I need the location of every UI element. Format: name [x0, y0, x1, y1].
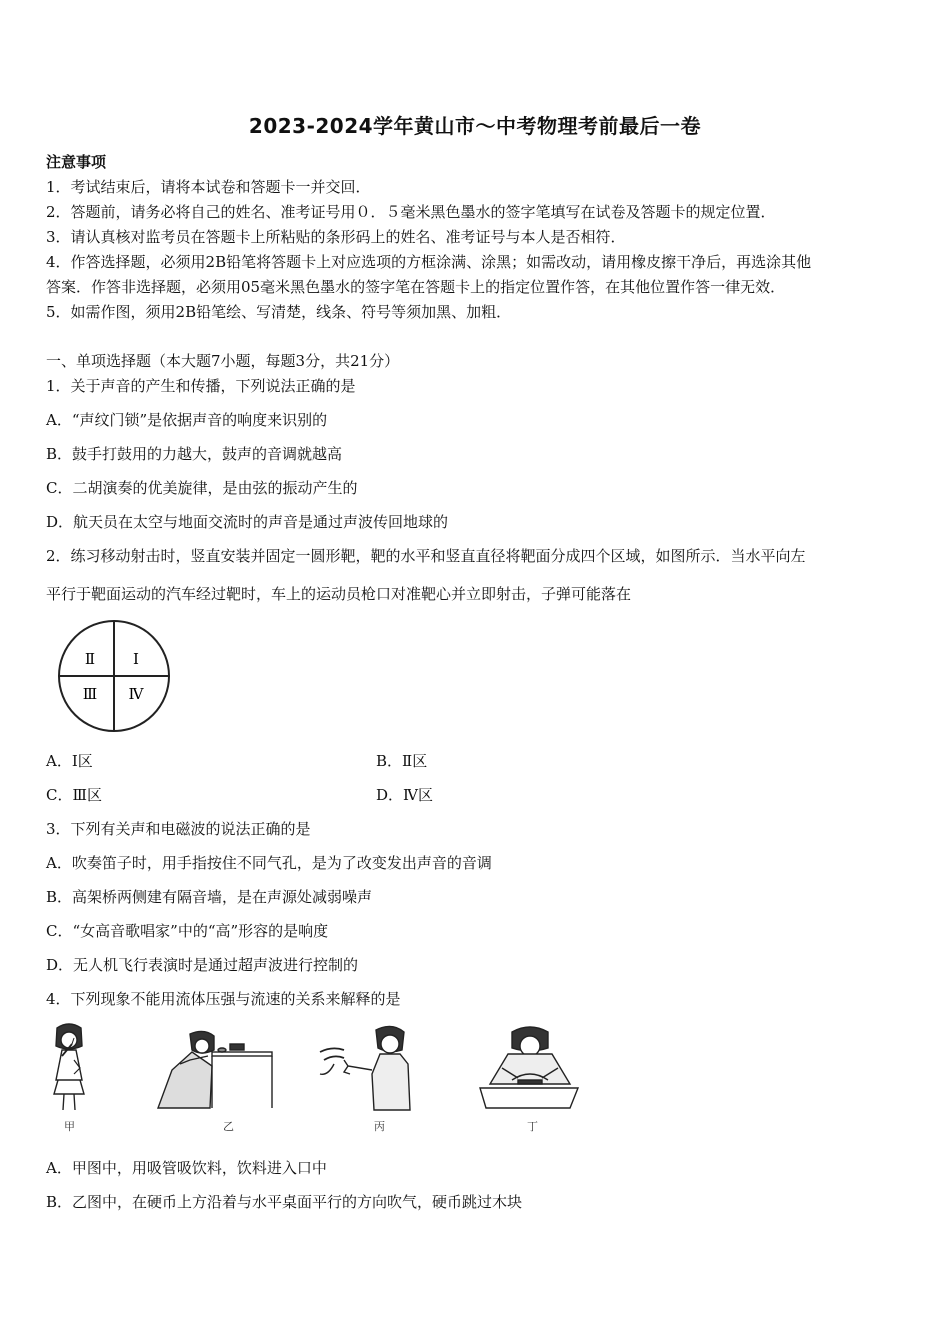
target-region-iii-label: Ⅲ: [82, 685, 98, 703]
question-2-stem-line1: 2．练习移动射击时，竖直安装并固定一圆形靶，靶的水平和竖直直径将靶面分成四个区域，如图所示．当水平向左: [46, 547, 806, 565]
question-4-option-b[interactable]: B．乙图中，在硬币上方沿着与水平桌面平行的方向吹气，硬币跳过木块: [46, 1193, 523, 1211]
question-2-stem-line2: 平行于靶面运动的汽车经过靶时，车上的运动员枪口对准靶心并立即射击，子弹可能落在: [46, 585, 632, 603]
notice-item: 4．作答选择题，必须用2B铅笔将答题卡上对应选项的方框涂满、涂黑；如需改动，请用橡皮擦干净后，再选涂其他: [46, 253, 812, 271]
scene-yi-illustration: [150, 1030, 278, 1110]
scene-ding-illustration: [478, 1024, 580, 1112]
scene-jia-label: 甲: [64, 1120, 75, 1133]
question-4-option-a[interactable]: A．甲图中，用吸管吸饮料，饮料进入口中: [46, 1159, 327, 1177]
question-1-option-b[interactable]: B．鼓手打鼓用的力越大，鼓声的音调就越高: [46, 445, 343, 463]
notice-item: 2．答题前，请务必将自己的姓名、准考证号用０．５毫米黑色墨水的签字笔填写在试卷及答题卡的规定位置．: [46, 203, 776, 221]
question-3-option-b[interactable]: B．高架桥两侧建有隔音墙，是在声源处减弱噪声: [46, 888, 373, 906]
target-diagram: [54, 618, 174, 734]
question-1-option-c[interactable]: C．二胡演奏的优美旋律，是由弦的振动产生的: [46, 479, 358, 497]
scene-bing-label: 丙: [374, 1120, 385, 1133]
notice-item: 3．请认真核对监考员在答题卡上所粘贴的条形码上的姓名、准考证号与本人是否相符．: [46, 228, 626, 246]
scene-bing-illustration: [314, 1024, 414, 1112]
target-region-iv-label: Ⅳ: [128, 685, 144, 703]
question-2-option-a[interactable]: A．Ⅰ区: [46, 752, 93, 770]
notice-heading: 注意事项: [46, 153, 107, 171]
scene-ding-label: 丁: [527, 1120, 538, 1133]
question-2-option-b[interactable]: B．Ⅱ区: [376, 752, 428, 770]
section-heading: 一、单项选择题（本大题7小题，每题3分，共21分）: [46, 352, 400, 370]
question-3-option-c[interactable]: C．“女高音歌唱家”中的“高”形容的是响度: [46, 922, 329, 940]
question-1-option-a[interactable]: A．“声纹门锁”是依据声音的响度来识别的: [46, 411, 328, 429]
question-4-stem: 4．下列现象不能用流体压强与流速的关系来解释的是: [46, 990, 401, 1008]
scene-jia-illustration: [44, 1022, 94, 1114]
question-3-stem: 3．下列有关声和电磁波的说法正确的是: [46, 820, 311, 838]
question-3-option-a[interactable]: A．吹奏笛子时，用手指按住不同气孔，是为了改变发出声音的音调: [46, 854, 492, 872]
question-2-option-c[interactable]: C．Ⅲ区: [46, 786, 102, 804]
page-title: 2023-2024学年黄山市～中考物理考前最后一卷: [248, 114, 702, 138]
question-2-option-d[interactable]: D．Ⅳ区: [376, 786, 434, 804]
scene-yi-label: 乙: [223, 1120, 234, 1133]
notice-item: 1．考试结束后，请将本试卷和答题卡一并交回．: [46, 178, 371, 196]
target-region-ii-label: Ⅱ: [84, 650, 96, 668]
notice-item: 答案．作答非选择题，必须用05毫米黑色墨水的签字笔在答题卡上的指定位置作答，在其他位置作答一律无效．: [46, 278, 786, 296]
question-1-option-d[interactable]: D．航天员在太空与地面交流时的声音是通过声波传回地球的: [46, 513, 449, 531]
target-region-i-label: Ⅰ: [133, 650, 139, 668]
question-1-stem: 1．关于声音的产生和传播，下列说法正确的是: [46, 377, 356, 395]
notice-item: 5．如需作图，须用2B铅笔绘、写清楚，线条、符号等须加黑、加粗．: [46, 303, 512, 321]
question-3-option-d[interactable]: D．无人机飞行表演时是通过超声波进行控制的: [46, 956, 359, 974]
